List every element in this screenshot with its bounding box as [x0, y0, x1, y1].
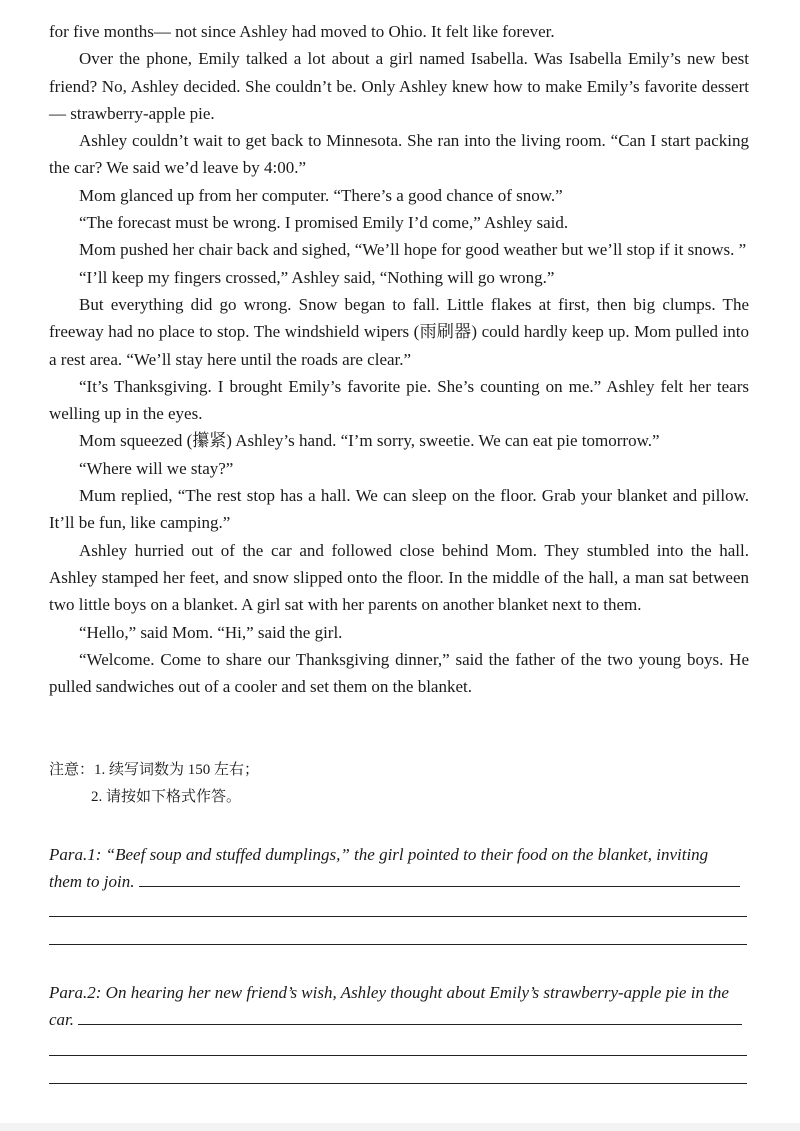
- story-paragraph: “Hello,” said Mom. “Hi,” said the girl.: [79, 622, 343, 642]
- para1-prompt-line-b-row: [49, 868, 749, 895]
- para1-answer-line[interactable]: [139, 885, 740, 887]
- story-text: [49, 18, 749, 700]
- para2-answer-line[interactable]: [78, 1023, 742, 1025]
- story-paragraph: “It’s Thanksgiving. I brought Emily’s favorite pie. She’s counting on me.” Ashley felt her tears welling up in the eyes.: [49, 376, 749, 424]
- story-paragraph: “I’ll keep my fingers crossed,” Ashley said, “Nothing will go wrong.”: [79, 267, 555, 287]
- story-paragraph: Mum replied, “The rest stop has a hall. We can sleep on the floor. Grab your blanket and pillow. It’ll be fun, like camping.”: [49, 486, 749, 533]
- story-paragraph: But everything did go wrong. Snow began to fall. Little flakes at first, then big clumps. The freeway had no place to stop. The windshield wipers (雨刷器) could hardly keep up. Mom pulled into a rest area. “We’ll stay here until the roads are clear.”: [49, 294, 749, 369]
- para2-answer-line[interactable]: [49, 1055, 747, 1056]
- note-line-1: 注意：1. 续写词数为 150 左右；: [49, 762, 260, 778]
- para1-prompt: [49, 841, 749, 895]
- story-paragraph: “Where will we stay?”: [79, 458, 234, 478]
- story-paragraph: Ashley hurried out of the car and followed close behind Mom. They stumbled into the hall. Ashley stamped her feet, and snow slipped onto the floor. In the middle of the hall, a man sat between two little boys on a blanket. A girl sat with her parents on another blanket next to them.: [49, 540, 749, 615]
- page-bottom-edge: [0, 1123, 800, 1131]
- story-paragraph: Mom pushed her chair back and sighed, “We’ll hope for good weather but we’ll stop if it snows. ”: [79, 240, 747, 260]
- story-paragraph: for five months— not since Ashley had moved to Ohio. It felt like forever.: [49, 22, 555, 41]
- para2-prompt-line-b-row: [49, 1006, 749, 1033]
- para1-answer-line[interactable]: [49, 916, 747, 917]
- story-paragraph: Ashley couldn’t wait to get back to Minnesota. She ran into the living room. “Can I start packing the car? We said we’d leave by 4:00.”: [49, 131, 749, 178]
- para2-prompt: [49, 979, 749, 1033]
- story-paragraph: “The forecast must be wrong. I promised Emily I’d come,” Ashley said.: [79, 213, 569, 233]
- story-paragraph: Mom squeezed (攥紧) Ashley’s hand. “I’m sorry, sweetie. We can eat pie tomorrow.”: [79, 431, 660, 451]
- para1-prompt-line-b: them to join.: [49, 872, 135, 891]
- story-paragraph: Mom glanced up from her computer. “There’s a good chance of snow.”: [79, 185, 563, 205]
- para1-prompt-line-a: Para.1: “Beef soup and stuffed dumplings,” the girl pointed to their food on the blanket, inviting: [49, 845, 709, 864]
- note-line-2: 2. 请按如下格式作答。: [91, 789, 242, 805]
- para2-answer-line[interactable]: [49, 1083, 747, 1084]
- story-paragraph: “Welcome. Come to share our Thanksgiving dinner,” said the father of the two young boys. He pulled sandwiches out of a cooler and set them on the blanket.: [49, 649, 749, 697]
- story-paragraph: Over the phone, Emily talked a lot about a girl named Isabella. Was Isabella Emily’s new best friend? No, Ashley decided. She couldn’t be. Only Ashley knew how to make Emily’s favorite dessert— strawberry-apple pie.: [49, 49, 749, 123]
- instructions-note: [49, 757, 259, 811]
- para1-answer-line[interactable]: [49, 944, 747, 945]
- para2-prompt-line-a: Para.2: On hearing her new friend’s wish, Ashley thought about Emily’s strawberry-apple pie in the: [49, 983, 729, 1002]
- para2-prompt-line-b: car.: [49, 1010, 75, 1029]
